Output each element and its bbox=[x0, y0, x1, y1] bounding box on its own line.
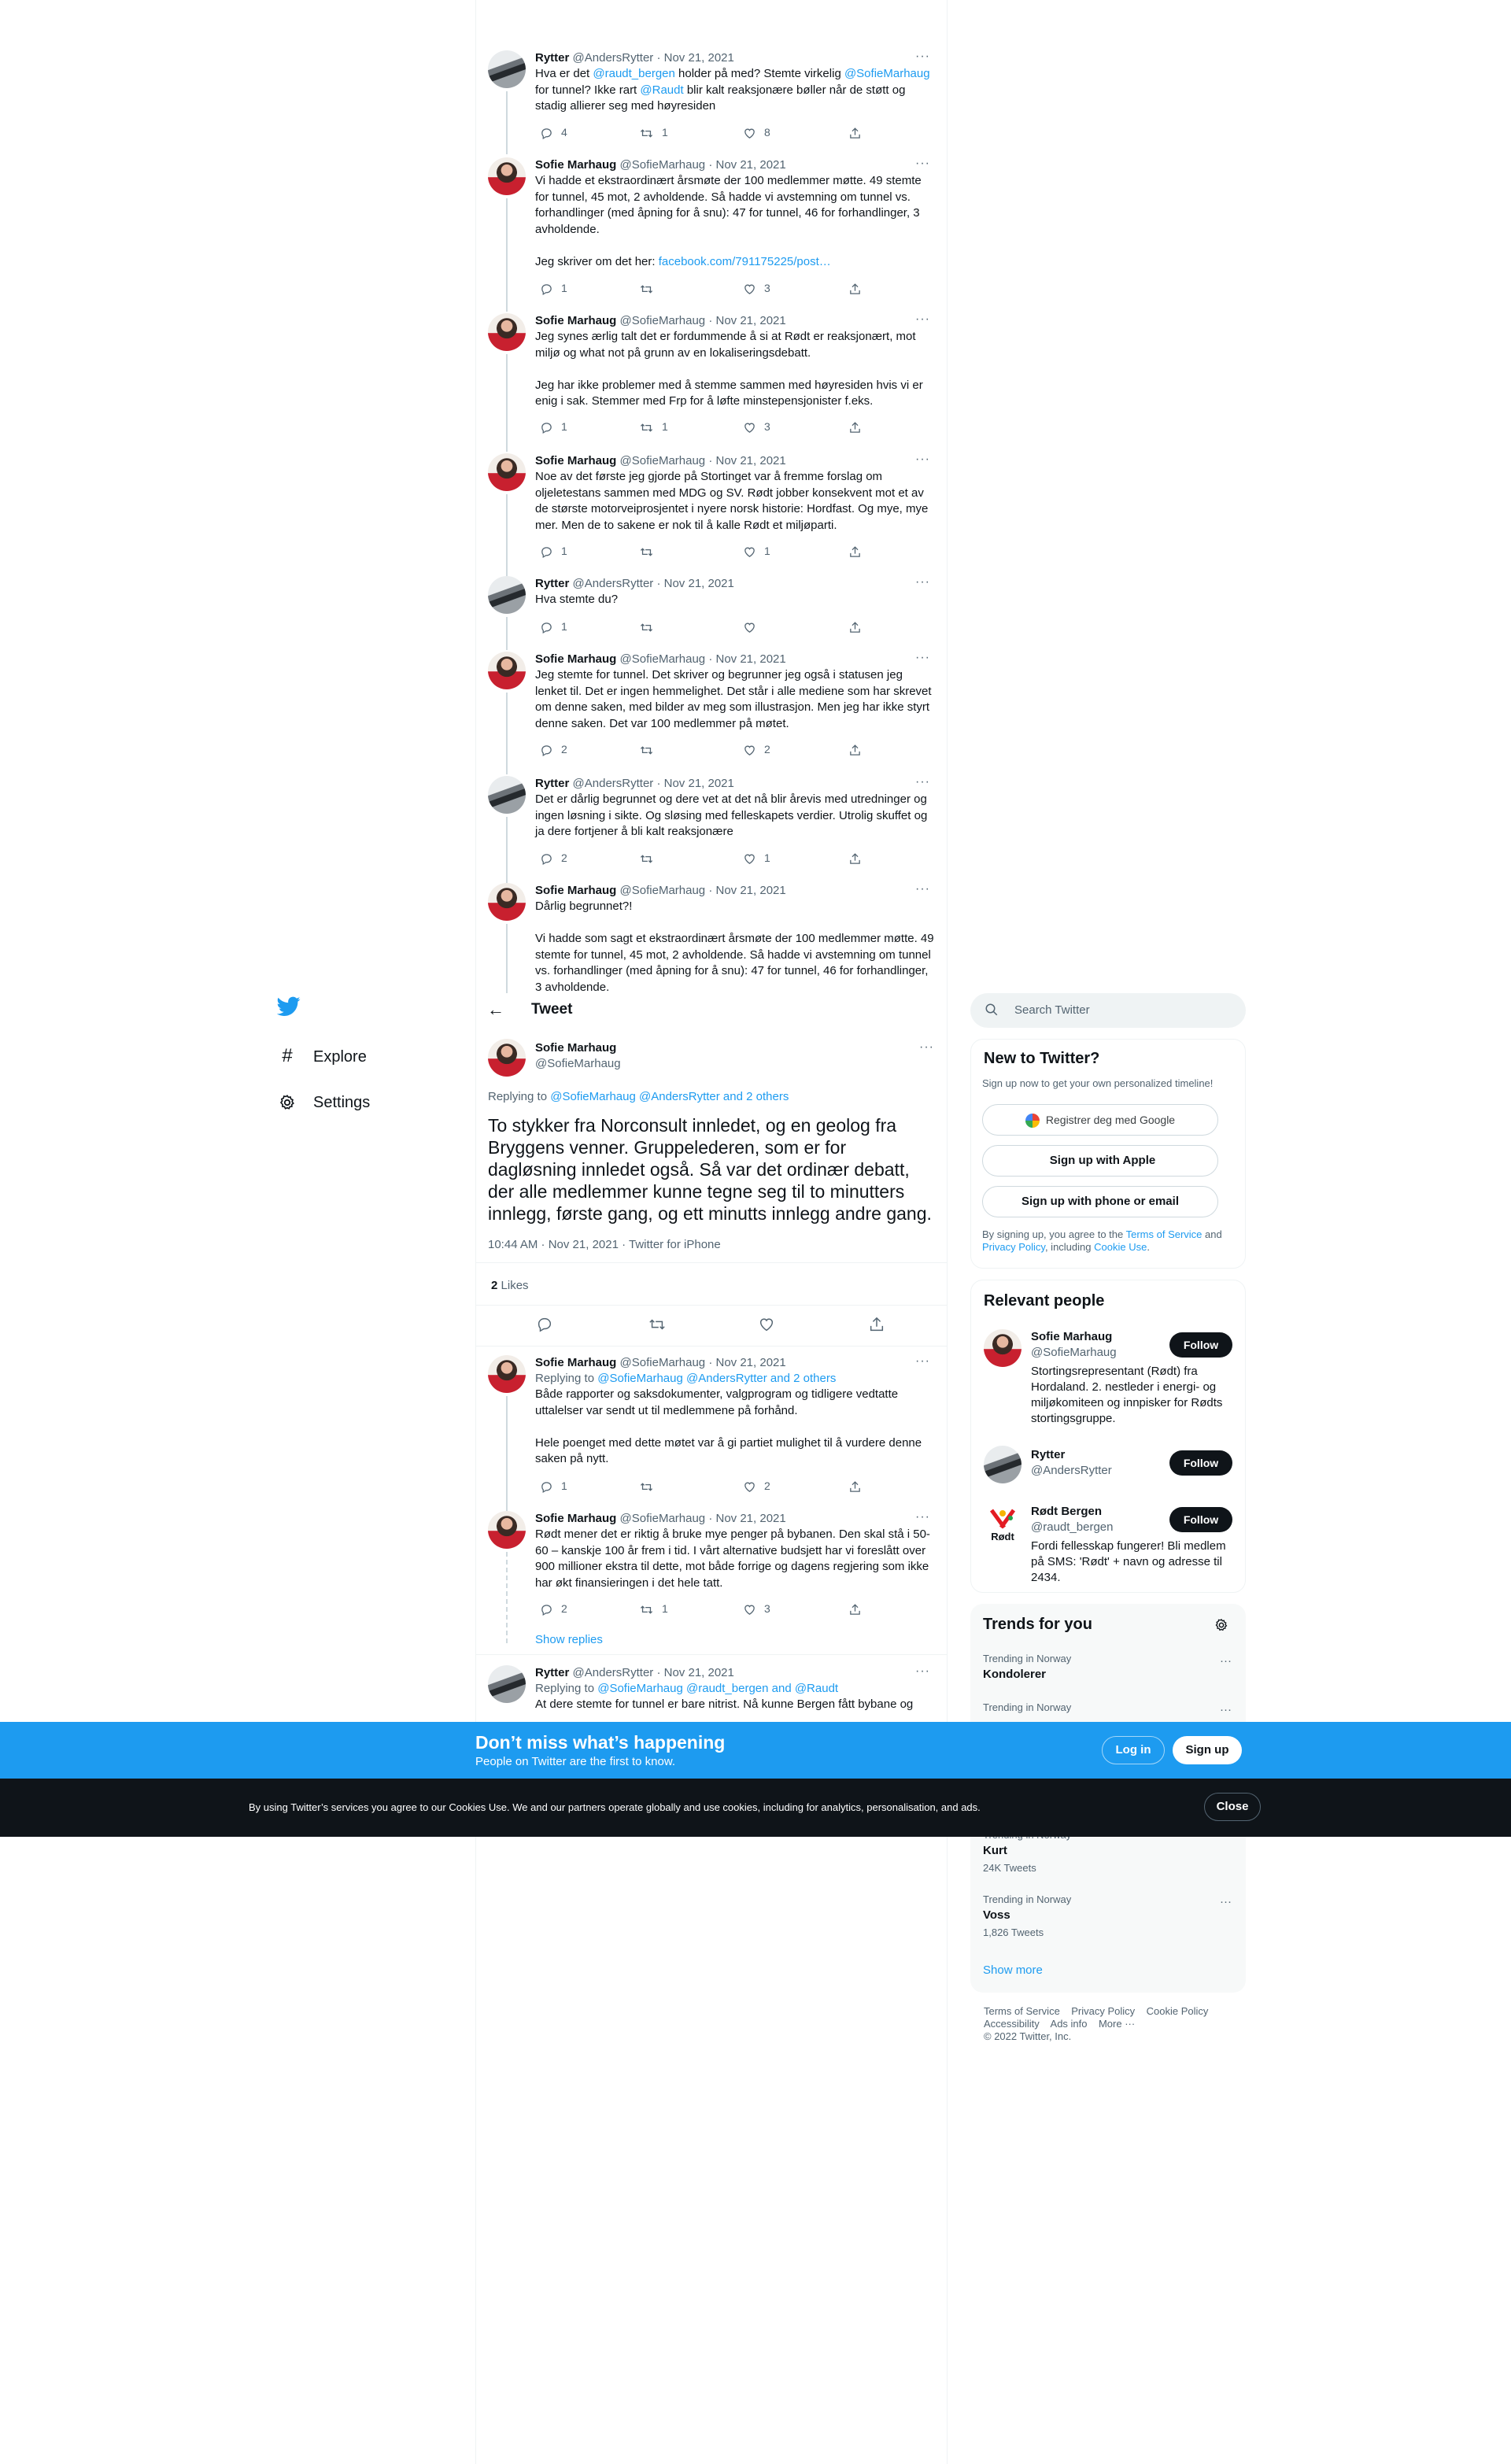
new-to-twitter-subtitle: Sign up now to get your own personalized timeline! bbox=[982, 1077, 1214, 1089]
tweet-text: Både rapporter og saksdokumenter, valgprogram og tidligere vedtatte uttalelser var sendt ut til medlemmene på forhånd. Hele poenget med dette møtet var å gi partiet mulighet til å vurdere denne saken på nytt. bbox=[535, 1387, 922, 1465]
new-to-twitter-title: New to Twitter? bbox=[984, 1050, 1100, 1067]
share-button[interactable] bbox=[848, 124, 870, 140]
author-name[interactable]: Rytter bbox=[535, 51, 570, 65]
new-to-twitter-box bbox=[970, 1039, 1246, 1269]
share-icon bbox=[848, 545, 862, 559]
retweet-icon bbox=[639, 127, 654, 140]
reply-icon bbox=[540, 283, 553, 296]
trend-item[interactable] bbox=[970, 1893, 1246, 1949]
terms-link[interactable]: Terms of Service bbox=[1125, 1228, 1203, 1240]
reply-button[interactable]: 4 bbox=[540, 124, 567, 140]
more-icon[interactable]: ··· bbox=[1220, 1895, 1232, 1908]
svg-text:Rødt: Rødt bbox=[991, 1531, 1014, 1542]
avatar[interactable] bbox=[488, 1511, 526, 1549]
raudt-logo-icon bbox=[984, 1505, 1021, 1543]
more-icon[interactable]: ··· bbox=[915, 575, 930, 589]
tweet-actions bbox=[535, 124, 881, 140]
replying-to-link[interactable]: @SofieMarhaug @raudt_bergen and @Raudt bbox=[597, 1682, 839, 1695]
like-button[interactable] bbox=[743, 619, 764, 634]
tweet-text: Jeg synes ærlig talt det er fordummende å si at Rødt er reaksjonært, mot miljø og what not på grunn av en lokaliseringsdebatt. Jeg har ikke problemer med å stemme sammen med høyresiden hvis vi er enig i sak. Stemmer med Frp for å løfte minstepensjonister f.eks. bbox=[535, 330, 923, 408]
share-icon bbox=[848, 127, 862, 140]
retweet-icon bbox=[639, 545, 654, 559]
like-button[interactable]: 3 bbox=[743, 280, 770, 296]
tweet-date[interactable]: · Nov 21, 2021 bbox=[708, 158, 786, 172]
retweet-button[interactable] bbox=[639, 1478, 662, 1494]
trend-context: Trending in Norway bbox=[983, 1653, 1072, 1664]
tweet-actions bbox=[535, 1601, 881, 1616]
avatar[interactable] bbox=[984, 1505, 1021, 1543]
retweet-icon bbox=[639, 421, 654, 434]
reply-button[interactable]: 2 bbox=[540, 850, 567, 866]
mention-link[interactable]: @raudt_bergen bbox=[593, 67, 675, 80]
reply-tweet[interactable] bbox=[477, 1355, 948, 1505]
thread-line bbox=[506, 1396, 508, 1511]
reply-icon bbox=[540, 852, 553, 866]
tweet-text: Hva er det @raudt_bergen holder på med? Stemte virkelig @SofieMarhaug for tunnel? Ikke rart @Raudt blir kalt reaksjonære bøller når de støtt og stadig allierer seg med høyresiden bbox=[535, 67, 933, 113]
tweet-header bbox=[476, 993, 947, 1026]
tweet-date[interactable]: · Nov 21, 2021 bbox=[656, 577, 734, 590]
author-name[interactable]: Sofie Marhaug bbox=[535, 158, 617, 172]
main-tweet-actions bbox=[476, 1316, 947, 1335]
tweet-date[interactable]: · Nov 21, 2021 bbox=[656, 1666, 734, 1679]
cookie-close-button[interactable]: Close bbox=[1204, 1793, 1261, 1821]
tweet-text: Hva stemte du? bbox=[535, 593, 619, 606]
footer-link[interactable]: Cookie Policy bbox=[1146, 2005, 1209, 2017]
thread-line bbox=[506, 693, 508, 774]
trend-item[interactable] bbox=[970, 1653, 1246, 1695]
trend-name: Voss bbox=[983, 1908, 1010, 1922]
trend-context: Trending in Norway bbox=[983, 1893, 1072, 1905]
author-handle[interactable]: @AndersRytter bbox=[572, 777, 654, 790]
nav-explore[interactable] bbox=[277, 1040, 367, 1072]
divider bbox=[476, 1346, 947, 1347]
thread-tweet[interactable] bbox=[477, 883, 948, 993]
show-more-link[interactable]: Show more bbox=[983, 1963, 1043, 1977]
more-icon[interactable]: ··· bbox=[1220, 1654, 1232, 1668]
thread-line bbox=[506, 817, 508, 883]
share-button[interactable] bbox=[848, 1478, 870, 1494]
follow-button[interactable]: Follow bbox=[1169, 1332, 1232, 1358]
heart-icon bbox=[743, 621, 756, 634]
author-handle[interactable]: @SofieMarhaug bbox=[619, 884, 706, 897]
avatar[interactable] bbox=[984, 1329, 1021, 1367]
share-icon bbox=[848, 421, 862, 434]
author-handle[interactable]: @AndersRytter bbox=[572, 51, 654, 65]
trend-item[interactable] bbox=[970, 1829, 1246, 1884]
share-icon[interactable] bbox=[868, 1316, 885, 1337]
thread-line bbox=[506, 1552, 508, 1646]
cookie-bar bbox=[0, 1779, 1511, 1837]
like-button[interactable]: 1 bbox=[743, 543, 770, 559]
more-icon[interactable]: ··· bbox=[915, 157, 930, 170]
thread-tweet[interactable] bbox=[477, 776, 948, 877]
header-title: Tweet bbox=[531, 1001, 573, 1018]
share-icon bbox=[848, 1603, 862, 1616]
tweet-date[interactable]: · Nov 21, 2021 bbox=[708, 1512, 786, 1525]
nav-explore-label: Explore bbox=[313, 1048, 367, 1066]
heart-icon bbox=[743, 1603, 756, 1616]
heart-icon bbox=[743, 852, 756, 866]
reply-icon[interactable] bbox=[536, 1316, 553, 1337]
relevant-people-title: Relevant people bbox=[984, 1292, 1105, 1310]
thread-tweet[interactable] bbox=[477, 652, 948, 768]
tweet-actions bbox=[535, 741, 881, 757]
tweet-text: Noe av det første jeg gjorde på Stortinget var å fremme forslag om oljeletestans sammen med MDG og SV. Rødt jobber konsekvent mot et av de største motorveiprosjentet i nyere norsk historie: Hordfast. Og mye, mye mer. Men de to sakene er nok til å kalle Rødt et miljøparti. bbox=[535, 470, 932, 532]
search-input[interactable]: Search Twitter bbox=[1014, 1003, 1090, 1017]
tweet-date[interactable]: · Nov 21, 2021 bbox=[708, 454, 786, 467]
more-icon[interactable]: ··· bbox=[915, 1665, 930, 1678]
tweet-date[interactable]: · Nov 21, 2021 bbox=[656, 777, 734, 790]
footer-link[interactable]: More ··· bbox=[1098, 2018, 1136, 2030]
reply-icon bbox=[540, 127, 553, 140]
external-link[interactable]: facebook.com/791175225/post… bbox=[658, 254, 831, 268]
more-icon[interactable]: ··· bbox=[915, 312, 930, 326]
thread-line bbox=[506, 91, 508, 154]
reply-icon bbox=[540, 1480, 553, 1494]
avatar[interactable] bbox=[488, 576, 526, 614]
person-bio: Fordi fellesskap fungerer! Bli medlem på SMS: 'Rødt' + navn og adresse til 2434. bbox=[1031, 1539, 1226, 1584]
like-button[interactable]: 2 bbox=[743, 1478, 770, 1494]
author-handle[interactable]: @SofieMarhaug bbox=[619, 158, 706, 172]
author-handle[interactable]: @SofieMarhaug bbox=[619, 454, 706, 467]
avatar[interactable] bbox=[488, 1039, 526, 1077]
signup-button[interactable]: Sign up bbox=[1173, 1736, 1242, 1764]
avatar[interactable] bbox=[488, 776, 526, 814]
footer-link[interactable]: Terms of Service bbox=[984, 2005, 1060, 2017]
avatar[interactable] bbox=[488, 883, 526, 921]
reply-icon bbox=[540, 421, 553, 434]
privacy-link[interactable]: Privacy Policy bbox=[982, 1241, 1045, 1253]
retweet-button[interactable] bbox=[639, 619, 662, 634]
tweet-date[interactable]: · Nov 21, 2021 bbox=[708, 652, 786, 666]
share-button[interactable] bbox=[848, 280, 870, 296]
heart-icon bbox=[743, 127, 756, 140]
more-icon[interactable]: ··· bbox=[915, 1510, 930, 1524]
footer-links bbox=[984, 2005, 1243, 2043]
thread-tweet[interactable] bbox=[477, 576, 948, 644]
reply-button[interactable]: 1 bbox=[540, 543, 567, 559]
replying-to-link[interactable]: @SofieMarhaug @AndersRytter and 2 others bbox=[597, 1372, 837, 1385]
heart-icon[interactable] bbox=[758, 1316, 775, 1337]
thread-line bbox=[506, 617, 508, 650]
retweet-button[interactable] bbox=[639, 741, 662, 757]
nav-settings-label: Settings bbox=[313, 1094, 371, 1111]
retweet-icon bbox=[639, 621, 654, 634]
reply-icon bbox=[540, 621, 553, 634]
avatar[interactable] bbox=[488, 1355, 526, 1393]
main-tweet-text: To stykker fra Norconsult innledet, og en geolog fra Bryggens venner. Gruppelederen, som er for dagløsning innledet også. Så var det ordinær debatt, der alle medlemmer kunne tegne seg til to minutters innlegg, første gang, og ett minutts innlegg andre gang. bbox=[488, 1115, 932, 1224]
main-author-name[interactable]: Sofie Marhaug bbox=[535, 1041, 617, 1055]
tweet-date[interactable]: · Nov 21, 2021 bbox=[708, 1356, 786, 1369]
reply-icon bbox=[540, 1603, 553, 1616]
retweet-icon bbox=[639, 283, 654, 296]
share-icon bbox=[848, 1480, 862, 1494]
person-handle[interactable]: @raudt_bergen bbox=[1031, 1520, 1114, 1534]
trend-name: Kurt bbox=[983, 1844, 1007, 1857]
banner-subtitle: People on Twitter are the first to know. bbox=[475, 1755, 676, 1768]
timeline-left-border bbox=[475, 0, 476, 2464]
reply-tweet[interactable] bbox=[477, 1665, 948, 1722]
tweet-actions bbox=[535, 619, 881, 634]
author-name[interactable]: Rytter bbox=[535, 777, 570, 790]
signup-banner bbox=[0, 1722, 1511, 1779]
retweet-button[interactable] bbox=[639, 280, 662, 296]
hashtag-icon: # bbox=[282, 1045, 293, 1066]
author-name[interactable]: Sofie Marhaug bbox=[535, 1356, 617, 1369]
tweet-actions bbox=[535, 1478, 881, 1494]
arrow-left-icon[interactable]: ← bbox=[487, 999, 504, 1019]
author-name[interactable]: Sofie Marhaug bbox=[535, 454, 617, 467]
trend-count: 24K Tweets bbox=[983, 1862, 1036, 1874]
mention-link[interactable]: @SofieMarhaug bbox=[844, 67, 930, 80]
avatar[interactable] bbox=[488, 157, 526, 195]
copyright: © 2022 Twitter, Inc. bbox=[984, 2030, 1072, 2042]
avatar[interactable] bbox=[488, 652, 526, 689]
mention-link[interactable]: @Raudt bbox=[640, 83, 684, 97]
replying-to: Replying to @SofieMarhaug @AndersRytter and 2 others bbox=[488, 1090, 789, 1103]
tweet-actions bbox=[535, 543, 881, 559]
tweet-actions bbox=[535, 850, 881, 866]
reply-button[interactable]: 1 bbox=[540, 419, 567, 434]
tweet-text: At dere stemte for tunnel er bare nitrist. Nå kunne Bergen fått bybane og bbox=[535, 1697, 914, 1711]
person-bio: Stortingsrepresentant (Rødt) fra Hordaland. 2. nestleder i energi- og miljøkomiteen og innpisker for Rødts stortingsgruppe. bbox=[1031, 1365, 1223, 1425]
author-name[interactable]: Sofie Marhaug bbox=[535, 652, 617, 666]
footer-link[interactable]: Privacy Policy bbox=[1071, 2005, 1136, 2017]
heart-icon bbox=[743, 1480, 756, 1494]
reply-icon bbox=[540, 744, 553, 757]
reply-tweet[interactable] bbox=[477, 1511, 948, 1626]
more-icon[interactable]: ··· bbox=[915, 1354, 930, 1368]
reply-button[interactable]: 2 bbox=[540, 741, 567, 757]
author-name[interactable]: Sofie Marhaug bbox=[535, 314, 617, 327]
relevant-people-box bbox=[970, 1280, 1246, 1593]
cookie-text: By using Twitter’s services you agree to our Cookies Use. We and our partners operate globally and use cookies, including for analytics, personalisation, and ads. bbox=[249, 1801, 981, 1813]
like-button[interactable]: 2 bbox=[743, 741, 770, 757]
login-button[interactable]: Log in bbox=[1102, 1736, 1165, 1764]
tweet-meta[interactable]: 10:44 AM · Nov 21, 2021 · Twitter for iPhone bbox=[488, 1238, 721, 1251]
share-icon bbox=[848, 852, 862, 866]
replying-to: Replying to @SofieMarhaug @AndersRytter and 2 others bbox=[535, 1372, 837, 1385]
retweet-button[interactable]: 1 bbox=[639, 1601, 668, 1616]
footer-link[interactable]: Ads info bbox=[1050, 2018, 1088, 2030]
follow-button[interactable]: Follow bbox=[1169, 1507, 1232, 1532]
share-button[interactable] bbox=[848, 419, 870, 434]
retweet-icon bbox=[639, 1603, 654, 1616]
trend-count: 1,826 Tweets bbox=[983, 1927, 1044, 1938]
divider bbox=[476, 1262, 947, 1263]
tweet-actions bbox=[535, 419, 881, 434]
cookie-link[interactable]: Cookie Use bbox=[1094, 1241, 1147, 1253]
avatar[interactable] bbox=[488, 453, 526, 491]
replying-to: Replying to @SofieMarhaug @raudt_bergen and @Raudt bbox=[535, 1682, 839, 1695]
thread-line bbox=[506, 354, 508, 452]
reply-button[interactable]: 1 bbox=[540, 1478, 567, 1494]
gear-icon bbox=[277, 1086, 297, 1117]
retweet-icon bbox=[639, 1480, 654, 1494]
share-button[interactable] bbox=[848, 1601, 870, 1616]
retweet-icon[interactable] bbox=[648, 1316, 667, 1337]
share-icon bbox=[848, 283, 862, 296]
author-handle[interactable]: @SofieMarhaug bbox=[619, 652, 706, 666]
like-button[interactable]: 3 bbox=[743, 419, 770, 434]
more-icon[interactable]: ··· bbox=[915, 50, 930, 63]
retweet-button[interactable]: 1 bbox=[639, 419, 668, 434]
signup-legal-text: By signing up, you agree to the Terms of Service and Privacy Policy, including Cookie Use. bbox=[982, 1228, 1222, 1253]
avatar[interactable] bbox=[488, 1665, 526, 1703]
person-handle[interactable]: @SofieMarhaug bbox=[1031, 1346, 1117, 1359]
heart-icon bbox=[743, 421, 756, 434]
author-handle[interactable]: @SofieMarhaug bbox=[619, 1356, 706, 1369]
like-button[interactable]: 1 bbox=[743, 850, 770, 866]
share-button[interactable] bbox=[848, 850, 870, 866]
more-icon[interactable]: ··· bbox=[919, 1040, 934, 1054]
follow-button[interactable]: Follow bbox=[1169, 1450, 1232, 1476]
author-name[interactable]: Rytter bbox=[535, 1666, 570, 1679]
author-handle[interactable]: @AndersRytter bbox=[572, 577, 654, 590]
thread-line bbox=[506, 924, 508, 993]
replying-to-link[interactable]: @SofieMarhaug @AndersRytter and 2 others bbox=[550, 1090, 789, 1103]
heart-icon bbox=[743, 283, 756, 296]
google-icon bbox=[1025, 1114, 1040, 1128]
like-button[interactable]: 8 bbox=[743, 124, 770, 140]
thread-tweet[interactable] bbox=[477, 157, 948, 305]
thread-tweet[interactable] bbox=[477, 313, 948, 445]
gear-icon[interactable] bbox=[1214, 1618, 1228, 1636]
footer-link[interactable]: Accessibility bbox=[984, 2018, 1040, 2030]
like-button[interactable]: 3 bbox=[743, 1601, 770, 1616]
share-button[interactable] bbox=[848, 543, 870, 559]
thread-tweet[interactable] bbox=[477, 50, 948, 151]
author-name[interactable]: Rytter bbox=[535, 577, 570, 590]
divider bbox=[476, 1654, 947, 1655]
twitter-logo-icon[interactable] bbox=[277, 996, 302, 1021]
tweet-date[interactable]: · Nov 21, 2021 bbox=[708, 884, 786, 897]
trend-name: Kondolerer bbox=[983, 1668, 1047, 1681]
more-icon[interactable]: ··· bbox=[915, 883, 930, 896]
reply-icon bbox=[540, 545, 553, 559]
retweet-icon bbox=[639, 744, 654, 757]
share-icon bbox=[848, 744, 862, 757]
main-author-handle[interactable]: @SofieMarhaug bbox=[535, 1057, 621, 1070]
google-signup-button[interactable]: Registrer deg med Google bbox=[982, 1104, 1218, 1136]
person-name[interactable]: Rytter bbox=[1031, 1448, 1066, 1461]
author-name[interactable]: Sofie Marhaug bbox=[535, 1512, 617, 1525]
share-icon bbox=[848, 621, 862, 634]
divider bbox=[476, 1305, 947, 1306]
heart-icon bbox=[743, 744, 756, 757]
tweet-text: Jeg stemte for tunnel. Det skriver og begrunner jeg også i statusen jeg lenket til. Det er ingen hemmelighet. Det står i alle mediene som har skrevet om denne saken, med bilder av meg som illustrasjon. Men jeg har ikke styrt denne saken. Det var 100 medlemmer på møtet. bbox=[535, 668, 935, 730]
nav-settings[interactable] bbox=[277, 1086, 370, 1117]
avatar[interactable] bbox=[984, 1446, 1021, 1483]
phone-signup-button[interactable]: Sign up with phone or email bbox=[982, 1186, 1218, 1217]
avatar[interactable] bbox=[488, 50, 526, 88]
retweet-button[interactable]: 1 bbox=[639, 124, 668, 140]
thread-line bbox=[506, 198, 508, 312]
trend-context: Trending in Norway bbox=[983, 1701, 1072, 1713]
person-name[interactable]: Sofie Marhaug bbox=[1031, 1330, 1113, 1343]
retweet-button[interactable] bbox=[639, 543, 662, 559]
person-handle[interactable]: @AndersRytter bbox=[1031, 1464, 1112, 1477]
tweet-date[interactable]: · Nov 21, 2021 bbox=[708, 314, 786, 327]
reply-button[interactable]: 1 bbox=[540, 619, 567, 634]
show-replies-link[interactable]: Show replies bbox=[535, 1633, 603, 1646]
person-name[interactable]: Rødt Bergen bbox=[1031, 1505, 1102, 1518]
reply-button[interactable]: 2 bbox=[540, 1601, 567, 1616]
tweet-text: Vi hadde et ekstraordinært årsmøte der 100 medlemmer møtte. 49 stemte for tunnel, 45 mot, 2 avholdende. Så hadde vi avstemning om tunnel vs. forhandlinger (med åpning for å snu): 47 for tunnel, 46 for forhandlinger, 3 avholdende. Jeg skriver om det her: facebook.com/791175225/post… bbox=[535, 174, 922, 268]
share-button[interactable] bbox=[848, 741, 870, 757]
avatar[interactable] bbox=[488, 313, 526, 351]
banner-title: Don’t miss what’s happening bbox=[475, 1732, 726, 1753]
author-name[interactable]: Sofie Marhaug bbox=[535, 884, 617, 897]
likes-count[interactable]: 2 Likes bbox=[491, 1279, 529, 1292]
author-handle[interactable]: @SofieMarhaug bbox=[619, 1512, 706, 1525]
tweet-date[interactable]: · Nov 21, 2021 bbox=[656, 51, 734, 65]
thread-line bbox=[506, 494, 508, 576]
tweet-text: Dårlig begrunnet?! Vi hadde som sagt et ekstraordinært årsmøte der 100 medlemmer møtte. 49 stemte for tunnel, 45 mot, 2 avholdende. Så hadde vi avstemning om tunnel vs. forhandlinger (med åpning for å snu): 47 for tunnel, 46 for forhandlinger, 3 avholdende. bbox=[535, 900, 934, 993]
more-icon[interactable]: ··· bbox=[915, 651, 930, 664]
search-box[interactable] bbox=[970, 993, 1246, 1028]
tweet-text: Det er dårlig begrunnet og dere vet at det nå blir årevis med utredninger og ingen løsning i sikte. Og sløsing med felleskapets verdier. Utrolig skuffet og ja dere fortjener å bli kalt reaksjonære bbox=[535, 792, 931, 838]
more-icon[interactable]: ··· bbox=[1220, 1703, 1232, 1716]
more-icon[interactable]: ··· bbox=[915, 775, 930, 789]
reply-button[interactable]: 1 bbox=[540, 280, 567, 296]
retweet-icon bbox=[639, 852, 654, 866]
search-icon bbox=[985, 1003, 999, 1021]
tweet-actions bbox=[535, 280, 881, 296]
thread-tweet[interactable] bbox=[477, 453, 948, 568]
more-icon[interactable]: ··· bbox=[915, 453, 930, 466]
apple-signup-button[interactable]: Sign up with Apple bbox=[982, 1145, 1218, 1177]
retweet-button[interactable] bbox=[639, 850, 662, 866]
heart-icon bbox=[743, 545, 756, 559]
tweet-text: Rødt mener det er riktig å bruke mye penger på bybanen. Den skal stå i 50-60 – kanskje 100 år frem i tid. I vårt alternative budsjett har vi foreslått over 900 millioner ekstra til dette, mot både forrige og dagens regjering som ikke har økt finansieringen i det hele tatt. bbox=[535, 1528, 933, 1590]
author-handle[interactable]: @AndersRytter bbox=[572, 1666, 654, 1679]
author-handle[interactable]: @SofieMarhaug bbox=[619, 314, 706, 327]
share-button[interactable] bbox=[848, 619, 870, 634]
trends-title: Trends for you bbox=[983, 1616, 1092, 1633]
